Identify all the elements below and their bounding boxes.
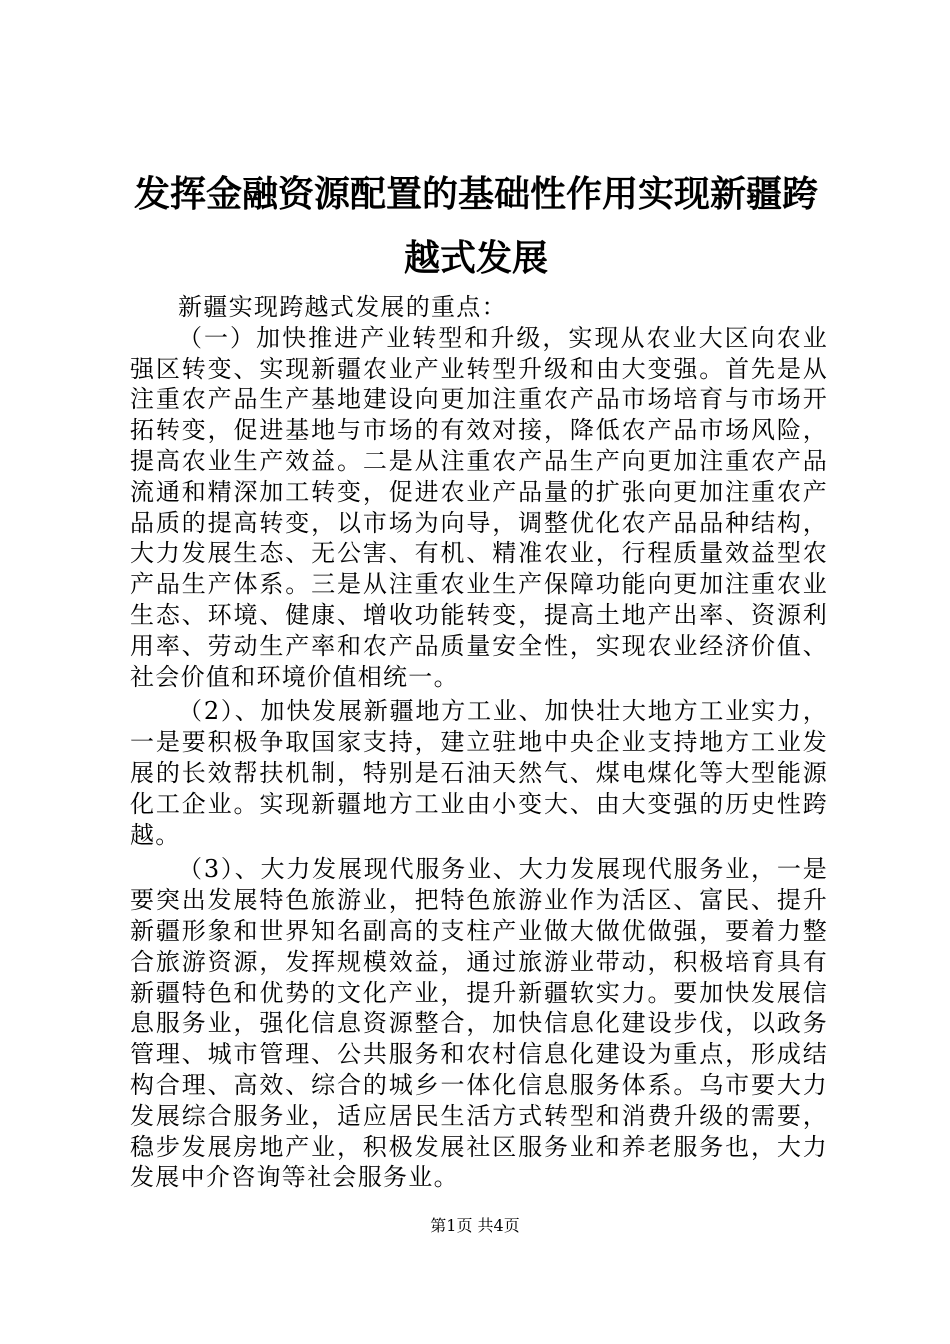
paragraph-2: （2）、加快发展新疆地方工业、加快壮大地方工业实力，一是要积极争取国家支持，建立驻地中央企业支持地方工业发展的长效帮扶机制，特别是石油天然气、煤电煤化等大型能源化工企业。实现新疆地方工业由小变大、由大变强的历史性跨越。	[130, 697, 828, 849]
paragraph-intro: 新疆实现跨越式发展的重点：	[178, 293, 507, 321]
document-body	[130, 292, 828, 1193]
document-title: 发挥金融资源配置的基础性作用实现新疆跨越式发展	[133, 173, 818, 279]
page-footer: 第1页 共4页	[430, 1216, 520, 1235]
paragraph-3: （3）、大力发展现代服务业、大力发展现代服务业，一是要突出发展特色旅游业，把特色旅游业作为活区、富民、提升新疆形象和世界知名副高的支柱产业做大做优做强，要着力整合旅游资源，发挥规模效益，通过旅游业带动，积极培育具有新疆特色和优势的文化产业，提升新疆软实力。要加快发展信息服务业，强化信息资源整合，加快信息化建设步伐，以政务管理、城市管理、公共服务和农村信息化建设为重点，形成结构合理、高效、综合的城乡一体化信息服务体系。乌市要大力发展综合服务业，适应居民生活方式转型和消费升级的需要，稳步发展房地产业，积极发展社区服务业和养老服务也，大力发展中介咨询等社会服务业。	[130, 855, 828, 1192]
paragraph-1: （一）加快推进产业转型和升级，实现从农业大区向农业强区转变、实现新疆农业产业转型升级和由大变强。首先是从注重农产品生产基地建设向更加注重农产品市场培育与市场开拓转变，促进基地与市场的有效对接，降低农产品市场风险，提高农业生产效益。二是从注重农产品生产向更加注重农产品流通和精深加工转变，促进农业产品量的扩张向更加注重农产品质的提高转变，以市场为向导，调整优化农产品品种结构，大力发展生态、无公害、有机、精准农业，行程质量效益型农产品生产体系。三是从注重农业生产保障功能向更加注重农业生态、环境、健康、增收功能转变，提高土地产出率、资源利用率、劳动生产率和农产品质量安全性，实现农业经济价值、社会价值和环境价值相统一。	[130, 323, 828, 691]
